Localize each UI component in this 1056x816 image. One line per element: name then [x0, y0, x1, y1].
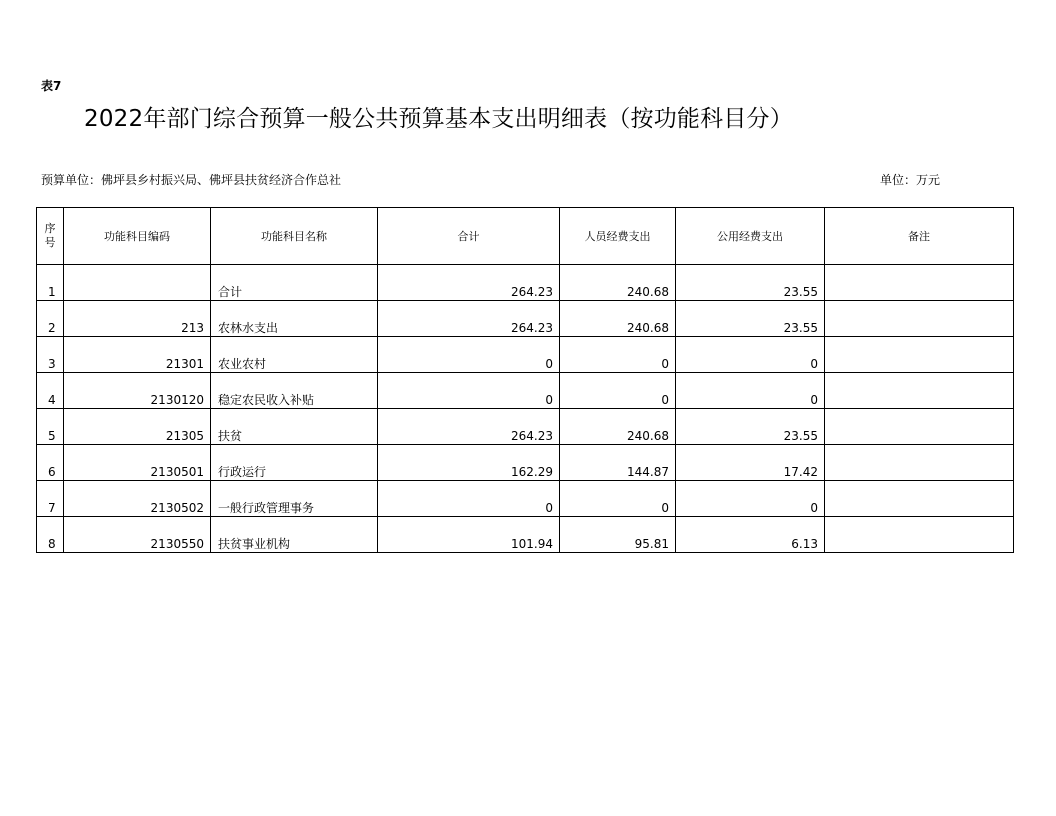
header-public: 公用经费支出 — [676, 208, 825, 265]
cell-note — [825, 517, 1014, 553]
header-total: 合计 — [378, 208, 560, 265]
cell-name: 稳定农民收入补贴 — [211, 373, 378, 409]
table-row — [37, 409, 1014, 445]
cell-code: 213 — [64, 301, 211, 337]
header-personnel: 人员经费支出 — [560, 208, 676, 265]
cell-personnel: 240.68 — [560, 301, 676, 337]
cell-name: 合计 — [211, 265, 378, 301]
cell-total: 0 — [378, 337, 560, 373]
cell-personnel: 0 — [560, 373, 676, 409]
cell-total: 101.94 — [378, 517, 560, 553]
cell-seq: 4 — [37, 373, 64, 409]
cell-public: 17.42 — [676, 445, 825, 481]
table-row — [37, 337, 1014, 373]
cell-name: 农业农村 — [211, 337, 378, 373]
cell-total: 162.29 — [378, 445, 560, 481]
cell-note — [825, 481, 1014, 517]
cell-public: 6.13 — [676, 517, 825, 553]
cell-public: 23.55 — [676, 301, 825, 337]
header-seq-line2: 号 — [44, 236, 56, 249]
cell-public: 23.55 — [676, 265, 825, 301]
cell-code: 2130120 — [64, 373, 211, 409]
cell-personnel: 0 — [560, 481, 676, 517]
cell-seq: 5 — [37, 409, 64, 445]
cell-total: 0 — [378, 481, 560, 517]
currency-unit-label: 单位：万元 — [880, 173, 941, 187]
cell-note — [825, 337, 1014, 373]
header-name: 功能科目名称 — [211, 208, 378, 265]
table-row — [37, 301, 1014, 337]
cell-public: 0 — [676, 337, 825, 373]
table-body — [37, 265, 1014, 553]
cell-seq: 6 — [37, 445, 64, 481]
table-row — [37, 481, 1014, 517]
table-row — [37, 265, 1014, 301]
table-number: 表7 — [41, 79, 62, 93]
cell-name: 扶贫 — [211, 409, 378, 445]
cell-code: 21301 — [64, 337, 211, 373]
cell-total: 0 — [378, 373, 560, 409]
header-code: 功能科目编码 — [64, 208, 211, 265]
cell-name: 行政运行 — [211, 445, 378, 481]
cell-personnel: 240.68 — [560, 265, 676, 301]
cell-total: 264.23 — [378, 265, 560, 301]
table-header-row — [37, 208, 1014, 265]
cell-public: 0 — [676, 481, 825, 517]
header-seq — [37, 208, 64, 265]
cell-note — [825, 445, 1014, 481]
cell-note — [825, 301, 1014, 337]
cell-note — [825, 373, 1014, 409]
cell-code: 21305 — [64, 409, 211, 445]
cell-code: 2130501 — [64, 445, 211, 481]
table-row — [37, 517, 1014, 553]
cell-code: 2130502 — [64, 481, 211, 517]
cell-personnel: 95.81 — [560, 517, 676, 553]
cell-personnel: 0 — [560, 337, 676, 373]
header-note: 备注 — [825, 208, 1014, 265]
cell-personnel: 144.87 — [560, 445, 676, 481]
cell-name: 扶贫事业机构 — [211, 517, 378, 553]
cell-seq: 2 — [37, 301, 64, 337]
cell-seq: 3 — [37, 337, 64, 373]
cell-total: 264.23 — [378, 301, 560, 337]
table-row — [37, 373, 1014, 409]
page-title: 2022年部门综合预算一般公共预算基本支出明细表（按功能科目分） — [84, 106, 793, 132]
budget-unit-label: 预算单位：佛坪县乡村振兴局、佛坪县扶贫经济合作总社 — [41, 173, 342, 187]
cell-seq: 8 — [37, 517, 64, 553]
cell-seq: 7 — [37, 481, 64, 517]
expenditure-table — [36, 207, 1014, 553]
header-seq-line1: 序 — [44, 222, 56, 235]
cell-total: 264.23 — [378, 409, 560, 445]
cell-name: 一般行政管理事务 — [211, 481, 378, 517]
table-row — [37, 445, 1014, 481]
cell-public: 23.55 — [676, 409, 825, 445]
cell-note — [825, 409, 1014, 445]
cell-code: 2130550 — [64, 517, 211, 553]
cell-public: 0 — [676, 373, 825, 409]
cell-personnel: 240.68 — [560, 409, 676, 445]
cell-code — [64, 265, 211, 301]
cell-name: 农林水支出 — [211, 301, 378, 337]
cell-note — [825, 265, 1014, 301]
cell-seq: 1 — [37, 265, 64, 301]
